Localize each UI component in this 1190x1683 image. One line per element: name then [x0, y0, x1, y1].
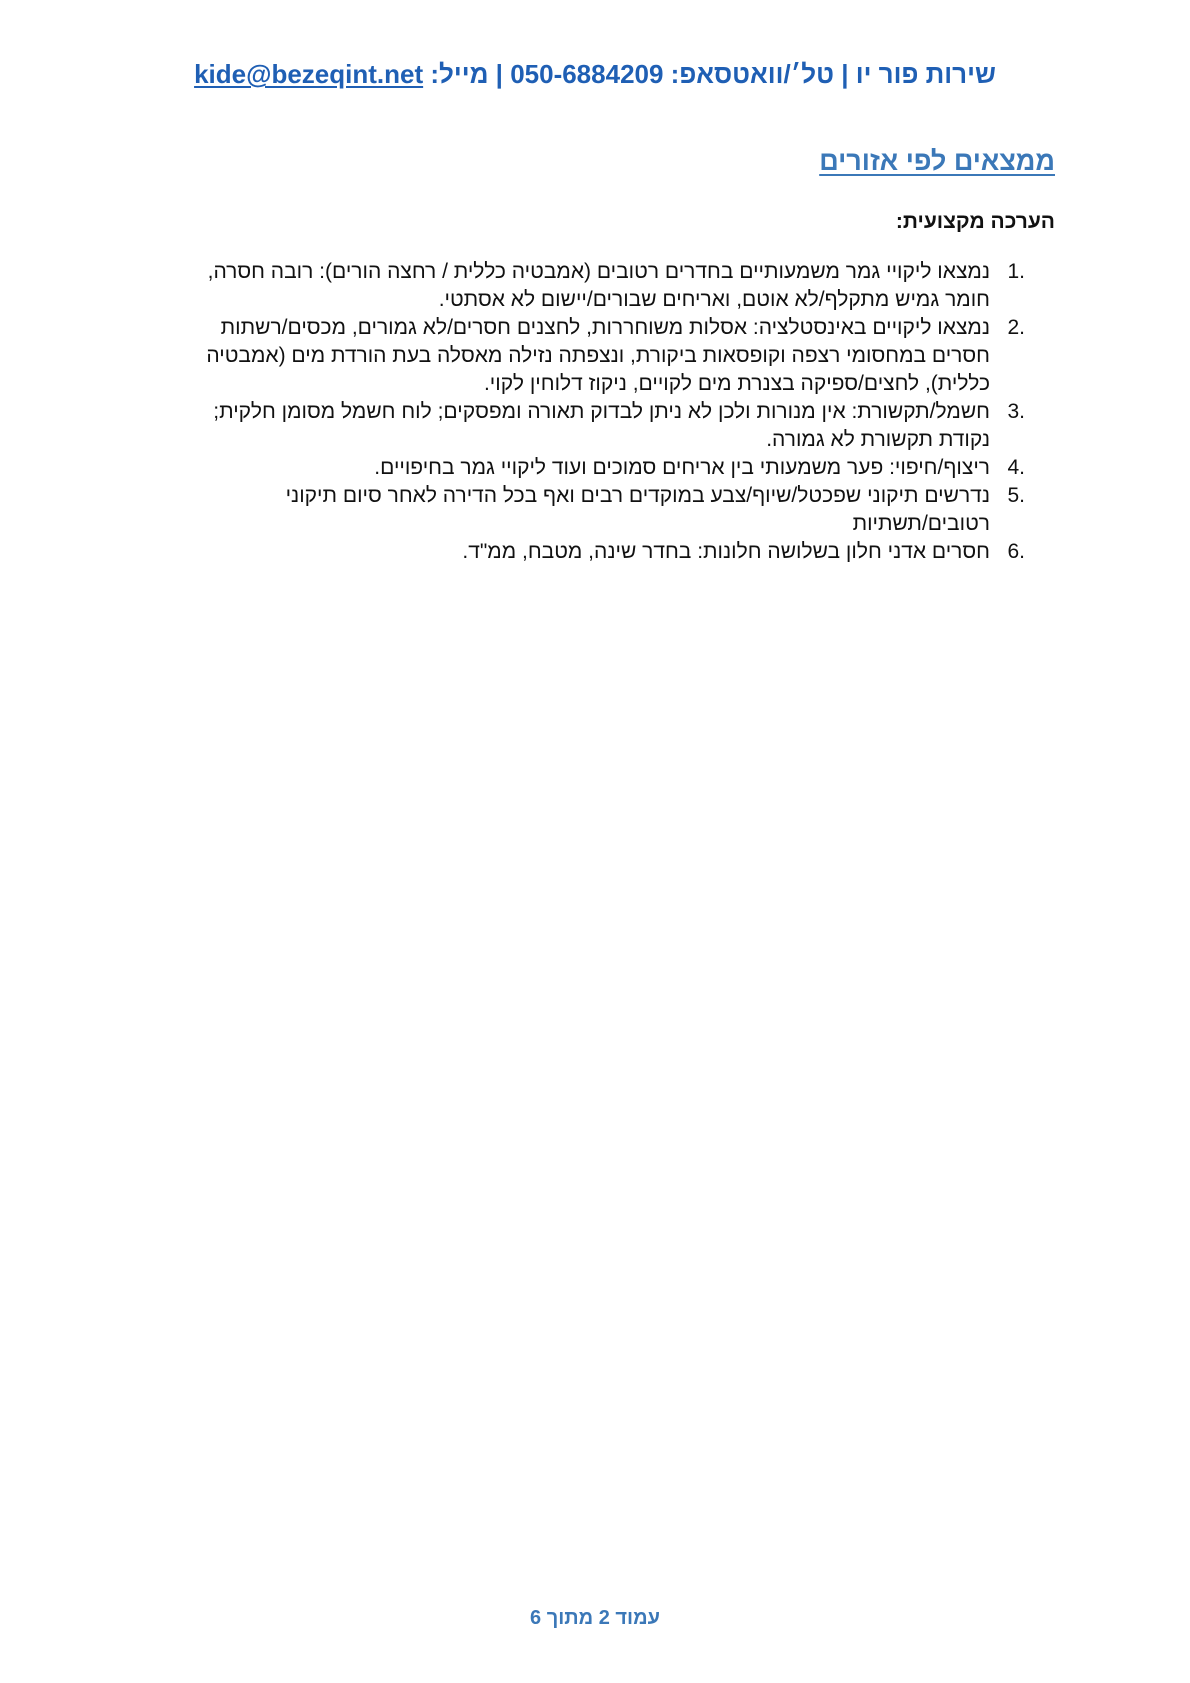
finding-item — [165, 538, 1025, 566]
finding-item — [165, 314, 1025, 398]
finding-number: 2. — [1007, 316, 1025, 339]
page-number: עמוד 2 מתוך 6 — [530, 1607, 660, 1629]
finding-text: נמצאו ליקויים באינסטלציה: אסלות משוחררות, לחצנים חסרים/לא גמורים, מכסים/רשתות חסרים במחסומי רצפה וקופסאות ביקורת, ונצפתה נזילה מאסלה בעת הורדת מים (אמבטיה כללית), לחצים/ספיקה בצנרת מים לקויים, ניקוז דלוחין לקוי. — [206, 316, 990, 395]
finding-text: חשמל/תקשורת: אין מנורות ולכן לא ניתן לבדוק תאורה ומפסקים; לוח חשמל מסומן חלקית; נקודת תקשורת לא גמורה. — [213, 400, 990, 451]
finding-number: 1. — [1007, 260, 1025, 283]
section-title: ממצאים לפי אזורים — [819, 146, 1055, 176]
finding-item — [165, 398, 1025, 454]
contact-info: שירות פור יו | טל׳/וואטסאפ: 050-6884209 | מייל: — [430, 59, 996, 89]
finding-text: חסרים אדני חלון בשלושה חלונות: בחדר שינה, מטבח, ממ"ד. — [462, 540, 990, 563]
finding-number: 3. — [1007, 400, 1025, 423]
finding-text: ריצוף/חיפוי: פער משמעותי בין אריחים סמוכים ועוד ליקויי גמר בחיפויים. — [374, 456, 990, 479]
finding-item — [165, 258, 1025, 314]
finding-text: נמצאו ליקויי גמר משמעותיים בחדרים רטובים (אמבטיה כללית / רחצה הורים): רובה חסרה, חומר גמיש מתקלף/לא אוטם, ואריחים שבורים/יישום לא אסתטי. — [207, 260, 990, 311]
finding-number: 4. — [1007, 456, 1025, 479]
professional-assessment-heading: הערכה מקצועית: — [895, 210, 1055, 233]
findings-list — [165, 258, 1025, 566]
finding-item — [165, 454, 1025, 482]
finding-number: 5. — [1007, 484, 1025, 507]
finding-item — [165, 482, 1025, 538]
finding-text: נדרשים תיקוני שפכטל/שיוף/צבע במוקדים רבים ואף בכל הדירה לאחר סיום תיקוני רטובים/תשתיות — [285, 484, 990, 535]
page-header — [0, 58, 1190, 90]
email-link[interactable]: kide@bezeqint.net — [194, 59, 424, 89]
finding-number: 6. — [1007, 540, 1025, 563]
